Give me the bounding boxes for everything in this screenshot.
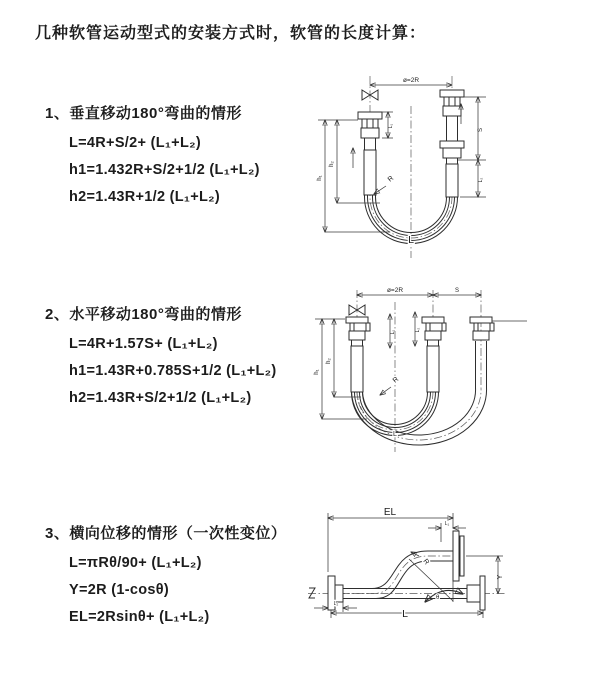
dim-label-l1: L₁	[444, 521, 450, 527]
braided-hose-section	[364, 150, 376, 195]
dim-label-radius: R	[386, 174, 396, 184]
dim-label-h1: h₁	[317, 175, 323, 181]
dim-label-el: EL	[383, 507, 397, 518]
dim-label-diameter: ø=2R	[386, 287, 404, 294]
dim-label-radius: R	[421, 557, 431, 567]
page-title: 几种软管运动型式的安装方式时，软管的长度计算：	[35, 25, 427, 42]
centerlines	[370, 76, 452, 258]
right-pipe-flange-moved	[470, 317, 494, 340]
section-heading: 1、垂直移动180°弯曲的情形	[45, 105, 242, 122]
dim-label-stroke-s: S	[454, 288, 460, 294]
formula-line: h1=1.432R+S/2+1/2 (L₁+L₂)	[69, 162, 260, 178]
hose-s-curve-displaced	[342, 551, 453, 599]
dim-label-length: L	[408, 234, 414, 246]
dim-label-length: L	[402, 608, 408, 620]
formula-line: Y=2R (1-cosθ)	[69, 582, 169, 598]
right-pipe-flange	[440, 90, 464, 197]
left-pipe-flange	[358, 112, 382, 195]
dim-label-h1: h₁	[314, 369, 320, 375]
section-lateral-displacement	[45, 524, 286, 625]
dim-label-diameter: ø=2R	[402, 77, 420, 84]
section-heading: 2、水平移动180°弯曲的情形	[45, 306, 242, 323]
dim-label-l1: L₁	[390, 329, 396, 335]
section-vertical-movement	[45, 104, 260, 205]
diagram-horizontal-180-bend	[303, 280, 598, 465]
dim-label-l2: L₂	[478, 177, 484, 183]
dimensions	[317, 77, 486, 246]
middle-pipe-flange	[422, 317, 446, 392]
radius-line	[409, 559, 453, 601]
dim-label-theta: θ	[436, 595, 440, 601]
right-flange-original	[467, 576, 485, 610]
dim-label-radius: R	[391, 375, 401, 385]
centerline-break-symbol	[309, 588, 315, 598]
braided-hose-section	[427, 346, 439, 392]
dimensions	[314, 287, 527, 438]
formula-line: h2=1.43R+1/2 (L₁+L₂)	[69, 189, 221, 205]
upper-flange-displaced	[453, 531, 464, 581]
braided-hose-section	[446, 164, 458, 197]
dimensions	[314, 507, 504, 620]
diagram-vertical-180-bend	[300, 66, 560, 266]
left-pipe-flange	[346, 317, 370, 392]
formula-line: h2=1.43R+S/2+1/2 (L₁+L₂)	[69, 390, 252, 406]
radius-leader	[380, 387, 391, 395]
dim-label-h2: h₂	[329, 161, 335, 167]
dim-label-l1: L₁	[388, 123, 394, 129]
dim-label-length: L	[393, 431, 397, 438]
formula-line: L=4R+S/2+ (L₁+L₂)	[69, 135, 201, 151]
braided-hose-section	[351, 346, 363, 392]
dim-label-h2: h₂	[326, 358, 332, 364]
dim-label-y: Y	[497, 574, 504, 580]
formula-line: L=4R+1.57S+ (L₁+L₂)	[69, 336, 218, 352]
formula-line: L=πRθ/90+ (L₁+L₂)	[69, 555, 202, 571]
dim-label-l2: L₂	[415, 327, 421, 333]
formula-line: h1=1.43R+0.785S+1/2 (L₁+L₂)	[69, 363, 277, 379]
dim-label-stroke-s: S	[478, 127, 484, 133]
diagram-lateral-displacement	[300, 498, 600, 668]
section-heading: 3、横向位移的情形（一次性变位）	[45, 525, 287, 542]
section-horizontal-movement	[45, 305, 277, 406]
dim-label-l2: L₂	[333, 601, 339, 607]
formula-line: EL=2Rsinθ+ (L₁+L₂)	[69, 609, 210, 625]
